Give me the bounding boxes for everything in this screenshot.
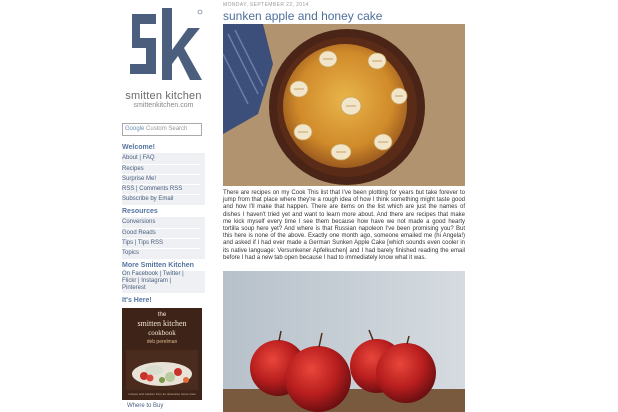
- cookbook-cover[interactable]: [122, 308, 202, 400]
- cover-food-image: [126, 350, 198, 390]
- search-input[interactable]: [122, 123, 202, 136]
- nav-topics[interactable]: Topics: [122, 248, 200, 258]
- apples-photo[interactable]: [223, 271, 465, 412]
- search-placeholder: Custom Search: [146, 126, 188, 132]
- brand-name[interactable]: smitten kitchen: [125, 90, 202, 102]
- nav-surprise[interactable]: Surprise Me!: [122, 174, 200, 184]
- cover-subtitle: cookbook: [148, 329, 176, 337]
- nav-subscribe[interactable]: Subscribe by Email: [122, 194, 200, 204]
- nav-tips[interactable]: Tips | Tips RSS: [122, 238, 200, 248]
- nav-rss[interactable]: RSS | Comments RSS: [122, 184, 200, 194]
- more-title: More Smitten Kitchen: [122, 262, 194, 269]
- post-body: There are recipes on my Cook This list that I've been plotting for years but take forever to jump from that place where they're a rough idea of how I think something might taste good and how I'll make that happen. There are items on the list which are just the names of dishes I haven't tried yet and want to learn more about. And there are recipes that make me kick myself every time I see them because how have we not made a good hearty tortilla soup here yet? And where is that Russian napoleon I've been promising you? But this here is none of the above. Exactly one month ago, someone emailed me (hi Angela!) and asked if I had ever made a German Sunken Apple Cake [which sounds even cooler in its native language: Versunkener Apfelkuchen] and I had barely finished reading the email before I had a new tab open because I had to immediately know what it was.: [223, 190, 465, 261]
- post-date: MONDAY, SEPTEMBER 22, 2014: [223, 2, 309, 8]
- nav-good-reads[interactable]: Good Reads: [122, 228, 200, 238]
- nav-conversions[interactable]: Conversions: [122, 219, 156, 225]
- cover-tagline: recipes and wisdom from an obsessive home cook: [128, 392, 196, 396]
- social-line-1[interactable]: On Facebook | Twitter |: [122, 271, 184, 277]
- google-logo: Google: [125, 126, 145, 132]
- nav-recipes[interactable]: Recipes: [122, 164, 200, 174]
- its-here-title: It's Here!: [122, 297, 152, 304]
- brand-url[interactable]: smittenkitchen.com: [133, 102, 194, 109]
- resources-title: Resources: [122, 208, 158, 215]
- cake-photo[interactable]: [223, 24, 465, 186]
- cover-the: the: [157, 312, 167, 318]
- where-to-buy-link[interactable]: Where to Buy: [127, 403, 164, 409]
- cover-author: deb perelman: [146, 339, 178, 345]
- social-line-2[interactable]: Flickr | Instagram |: [122, 278, 172, 284]
- sk-logo[interactable]: [122, 4, 204, 84]
- nav-about-faq[interactable]: About | FAQ: [122, 155, 155, 161]
- cover-title: smitten kitchen: [137, 319, 187, 328]
- social-line-3[interactable]: Pinterest: [122, 285, 146, 291]
- sidebar: [117, 0, 210, 412]
- welcome-title: Welcome!: [122, 144, 155, 151]
- post-title[interactable]: sunken apple and honey cake: [223, 9, 383, 23]
